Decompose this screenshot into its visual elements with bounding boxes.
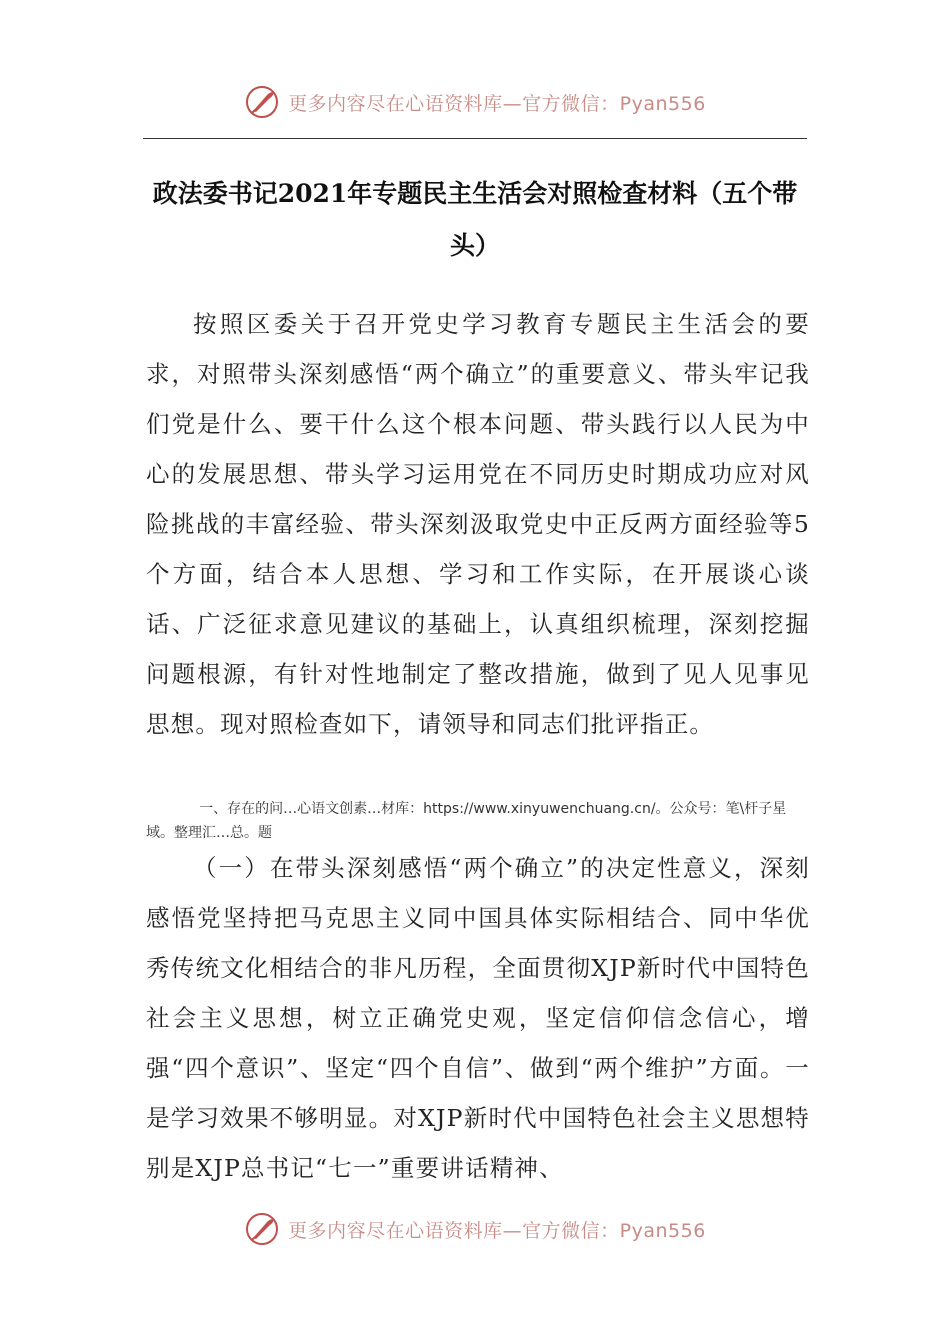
- footer-banner: [0, 1207, 950, 1251]
- paragraph-intro: 按照区委关于召开党史学习教育专题民主生活会的要求，对照带头深刻感悟“两个确立”的重要意义、带头牢记我们党是什么、要干什么这个根本问题、带头践行以人民为中心的发展思想、带头学习运用党在不同历史时期成功应对风险挑战的丰富经验、带头深刻汲取党史中正反两方面经验等5个方面，结合本人思想、学习和工作实际，在开展谈心谈话、广泛征求意见建议的基础上，认真组织梳理，深刻挖掘问题根源，有针对性地制定了整改措施，做到了见人见事见思想。现对照检查如下，请领导和同志们批评指正。: [146, 310, 810, 738]
- watermark-note: 一、存在的问…心语文创素…材库：https://www.xinyuwenchuang.cn/。公众号：笔\杆子星域。整理汇…总。题: [146, 801, 787, 841]
- banner-text: 更多内容尽在心语资料库—官方微信：Pyan556: [288, 1219, 706, 1242]
- quill-pen-icon: [244, 1211, 280, 1247]
- document-title: 政法委书记2021年专题民主生活会对照检查材料（五个带头）: [152, 179, 798, 260]
- header-divider: [143, 138, 807, 139]
- banner-text: 更多内容尽在心语资料库—官方微信：Pyan556: [288, 92, 706, 115]
- quill-pen-icon: [244, 84, 280, 120]
- paragraph-section-1: （一）在带头深刻感悟“两个确立”的决定性意义，深刻感悟党坚持把马克思主义同中国具体实际相结合、同中华优秀传统文化相结合的非凡历程，全面贯彻XJP新时代中国特色社会主义思想，树立正确党史观，坚定信仰信念信心，增强“四个意识”、坚定“四个自信”、做到“两个维护”方面。一是学习效果不够明显。对XJP新时代中国特色社会主义思想特别是XJP总书记“七一”重要讲话精神、: [146, 854, 810, 1182]
- header-banner: [0, 80, 950, 124]
